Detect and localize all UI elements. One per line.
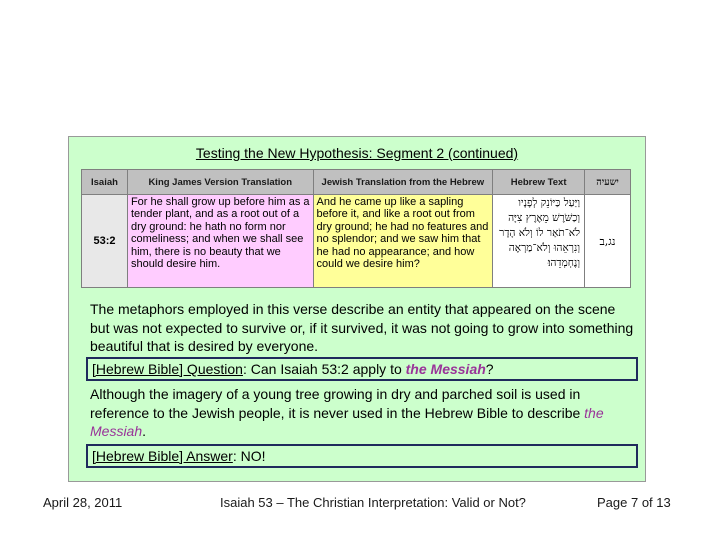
hebrew-verse-ref: נג,ב (585, 195, 631, 288)
question-box (86, 357, 638, 381)
footer-page-number: Page 7 of 13 (597, 495, 671, 510)
kjv-text: For he shall grow up before him as a tender plant, and as a root out of a dry ground: he hath no form nor comeliness; and when we shall see him, there is no beauty that we should desire him. (127, 195, 313, 288)
verse-table (81, 169, 631, 288)
header-kjv: King James Version Translation (127, 170, 313, 195)
answer-text: : NO! (232, 448, 266, 464)
verse-ref: 53:2 (82, 195, 128, 288)
jewish-translation-text: And he came up like a sapling before it, and like a root out from dry ground; he had no features and no splendor; and we saw him that he had no appearance; and how could we desire him? (313, 195, 493, 288)
table-row (82, 195, 631, 288)
answer-reason (90, 385, 635, 441)
question-text: : Can Isaiah 53:2 apply to (242, 361, 406, 377)
question-messiah: the Messiah (405, 361, 486, 377)
answer-reason-end: . (142, 423, 147, 439)
header-jewish-translation: Jewish Translation from the Hebrew (313, 170, 493, 195)
question-end: ? (485, 361, 494, 377)
footer-title: Isaiah 53 – The Christian Interpretation: Valid or Not? (220, 495, 526, 510)
table-header-row (82, 170, 631, 195)
header-hebrew-text: Hebrew Text (493, 170, 585, 195)
question-label: [Hebrew Bible] Question (92, 361, 243, 377)
header-isaiah: Isaiah (82, 170, 128, 195)
slide-title: Testing the New Hypothesis: Segment 2 (continued) (195, 145, 519, 161)
hebrew-text: וַיַּעַל כַּיּוֹנֵק לְפָנָיו וְכַשֹּׁרֶשׁ מֵאֶרֶץ צִיָּה לֹא־תֹאַר לוֹ וְלֹא הָדָר וְנִרְאֵהוּ וְלֹא־מַרְאֶה וְנֶחְמְדֵהוּ׃ (493, 195, 585, 288)
answer-label: [Hebrew Bible] Answer (92, 448, 233, 464)
footer-date: April 28, 2011 (43, 495, 123, 510)
answer-reason-text: Although the imagery of a young tree growing in dry and parched soil is used in reference to the Jewish people, it is never used in the Hebrew Bible to describe (90, 386, 585, 421)
header-hebrew-name: ישעיה (585, 170, 631, 195)
explanation-text: The metaphors employed in this verse describe an entity that appeared on the scene but was not expected to survive or, if it survived, it was not going to grow into something beautiful that is desired by everyone. (90, 301, 634, 354)
answer-reason-messiah: the Messiah (90, 404, 604, 439)
answer-box (86, 444, 638, 468)
